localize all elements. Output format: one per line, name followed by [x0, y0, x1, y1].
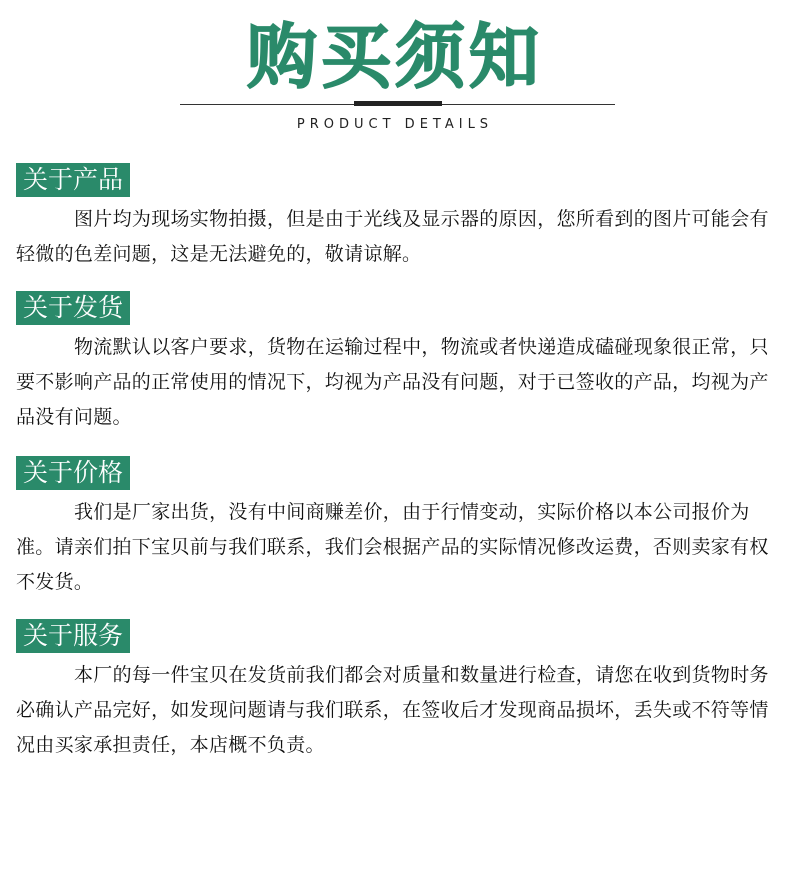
section-text-service: 本厂的每一件宝贝在发货前我们都会对质量和数量进行检查，请您在收到货物时务必确认产品完好，如发现问题请与我们联系，在签收后才发现商品损坏，丢失或不符等情况由买家承担责任，本店概不负责。	[16, 664, 769, 756]
section-text-shipping: 物流默认以客户要求，货物在运输过程中，物流或者快递造成磕碰现象很正常，只要不影响产品的正常使用的情况下，均视为产品没有问题，对于已签收的产品，均视为产品没有问题。	[16, 336, 769, 428]
section-shipping	[16, 291, 778, 435]
section-heading-shipping: 关于发货	[16, 291, 130, 325]
section-text-price: 我们是厂家出货，没有中间商赚差价，由于行情变动，实际价格以本公司报价为准。请亲们拍下宝贝前与我们联系，我们会根据产品的实际情况修改运费，否则卖家有权不发货。	[16, 501, 769, 593]
section-product	[16, 163, 778, 272]
section-heading-product: 关于产品	[16, 163, 130, 197]
section-text-product: 图片均为现场实物拍摄，但是由于光线及显示器的原因，您所看到的图片可能会有轻微的色差问题，这是无法避免的，敬请谅解。	[16, 208, 769, 265]
section-heading-price: 关于价格	[16, 456, 130, 490]
section-heading-service: 关于服务	[16, 619, 130, 653]
section-service	[16, 619, 778, 763]
title-divider-accent	[354, 101, 442, 106]
page-subtitle: PRODUCT DETAILS	[296, 117, 494, 132]
section-price	[16, 456, 778, 600]
page-title: 购买须知	[247, 16, 543, 98]
page-header	[0, 0, 790, 140]
